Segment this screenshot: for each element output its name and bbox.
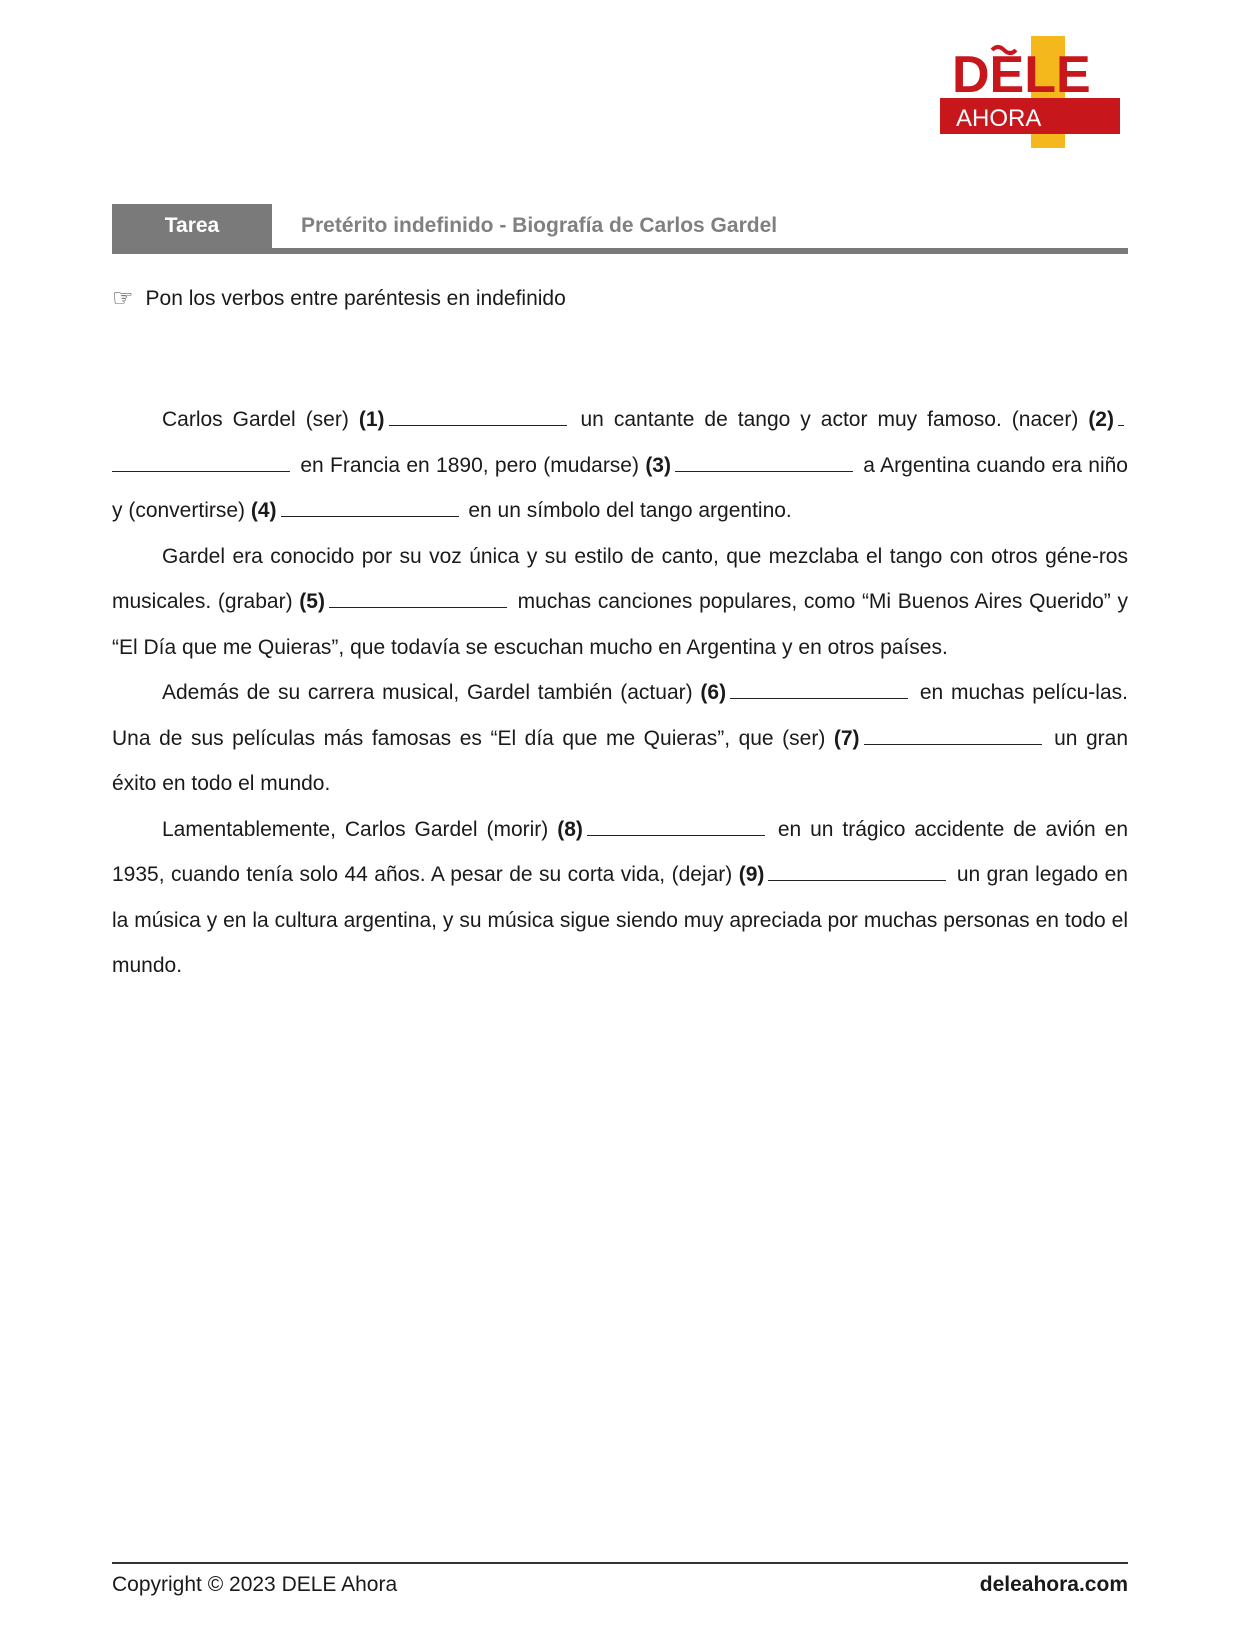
answer-blank-2[interactable] <box>112 451 290 472</box>
blank-number-7: (7) <box>833 726 860 750</box>
paragraph-4: Lamentablemente, Carlos Gardel (morir) (8) en un trágico accidente de avión en 1935, cuando tenía solo 44 años. A pesar de su corta vida, (dejar) (9) un gran legado en la música y en la cultura argentina, y su música sigue siendo muy apreciada por muchas personas en todo el mundo. <box>112 807 1128 989</box>
answer-blank-5[interactable] <box>329 587 507 608</box>
header-divider <box>112 248 1128 254</box>
footer-copyright: Copyright © 2023 DELE Ahora <box>112 1573 398 1596</box>
blank-number-3: (3) <box>645 453 671 477</box>
blank-number-6: (6) <box>700 681 727 704</box>
answer-blank-9[interactable] <box>768 860 946 881</box>
blank-number-8: (8) <box>557 817 583 841</box>
answer-blank-1[interactable] <box>389 405 567 426</box>
instruction <box>112 284 566 313</box>
blank-number-2: (2) <box>1088 408 1114 431</box>
task-title: Pretérito indefinido - Biografía de Carlos Gardel <box>301 214 778 237</box>
svg-text:DELE: DELE <box>952 46 1091 104</box>
footer-divider <box>112 1562 1128 1564</box>
answer-blank-4[interactable] <box>281 496 459 517</box>
task-header <box>112 204 1128 254</box>
dele-ahora-logo <box>940 36 1130 156</box>
blank-number-9: (9) <box>738 863 765 886</box>
answer-blank-3[interactable] <box>675 451 853 472</box>
pointing-hand-icon: ☞ <box>112 285 134 312</box>
paragraph-3: Además de su carrera musical, Gardel también (actuar) (6) en muchas pelícu-las. Una de sus películas más famosas es “El día que me Quieras”, que (ser) (7) un gran éxito en todo el mundo. <box>112 670 1128 807</box>
paragraph-1: Carlos Gardel (ser) (1) un cantante de tango y actor muy famoso. (nacer) (2) en Francia en 1890, pero (mudarse) (3) a Argentina cuando era niño y (convertirse) (4) en un símbolo del tango argentino. <box>112 397 1128 534</box>
blank-number-1: (1) <box>358 408 385 431</box>
instruction-text: Pon los verbos entre paréntesis en indefinido <box>145 286 566 310</box>
exercise-text <box>112 397 1128 989</box>
task-tab-label: Tarea <box>112 204 272 248</box>
answer-blank-7[interactable] <box>864 724 1042 745</box>
answer-blank-8[interactable] <box>587 815 765 836</box>
paragraph-2: Gardel era conocido por su voz única y su estilo de canto, que mezclaba el tango con otros géne-ros musicales. (grabar) (5) muchas canciones populares, como “Mi Buenos Aires Querido” y “El Día que me Quieras”, que todavía se escuchan mucho en Argentina y en otros países. <box>112 544 1128 659</box>
svg-text:AHORA: AHORA <box>956 105 1042 132</box>
blank-number-5: (5) <box>299 590 325 613</box>
answer-blank-6[interactable] <box>730 678 908 699</box>
blank-number-4: (4) <box>250 499 277 522</box>
footer-site-link[interactable]: deleahora.com <box>979 1573 1128 1596</box>
